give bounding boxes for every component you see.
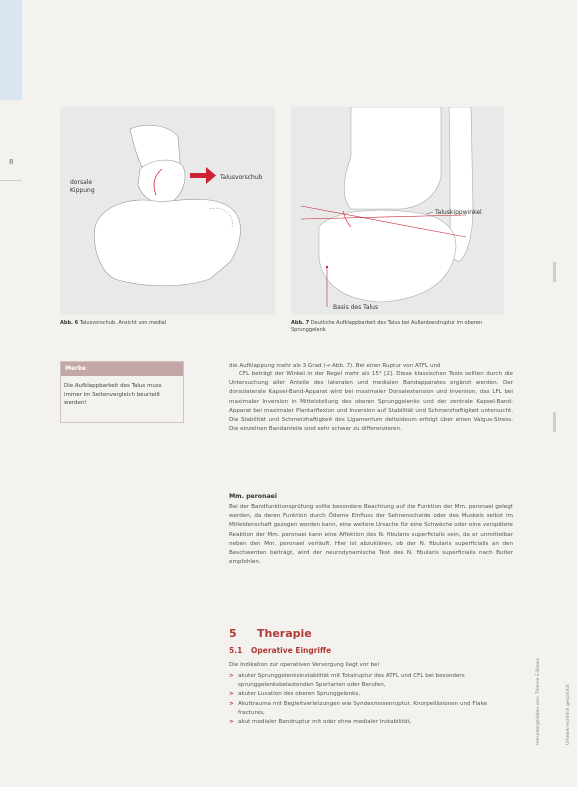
figure2-angle-label: Taluskippwinkel [435, 209, 482, 216]
subsection-title: Operative Eingriffe [251, 646, 332, 655]
list-item: > akut medialer Bandruptur mit oder ohne medialer Instabilität, [229, 718, 513, 727]
pointer-dot-bottom [326, 266, 328, 268]
section-title: Therapie [257, 627, 312, 640]
figure1-label-right: Talusvorschub [220, 174, 263, 181]
section-number: 5 [229, 627, 237, 640]
indication-intro: Die Indikation zur operativen Versorgung liegt vor bei [229, 662, 380, 668]
bullet-chevron-icon: > [229, 673, 234, 679]
list-item: > akuter Luxation des oberen Sprunggelenks, [229, 690, 513, 699]
vertical-note-2: Urheberrechtlich geschützt [566, 684, 571, 745]
margin-tick [0, 180, 22, 181]
figure2-caption-text: Deutliche Aufklappbarkeit des Talus bei Außenbandruptur im oberen Sprunggelenk [291, 320, 483, 333]
edge-mark [553, 262, 556, 282]
merke-text: Die Aufklappbarkeit des Talus muss immer im Seitenvergleich beurteilt werden! [64, 383, 162, 407]
bullet-chevron-icon: > [229, 719, 234, 726]
figure1-label-left-2: Kippung [70, 187, 95, 194]
chapter-tab [0, 0, 22, 100]
talus-shape [319, 210, 456, 302]
body-paragraph-3: Bei der Bandfunktionsprüfung sollte besondere Beachtung auf die Funktion der Mm. peronaei gelegt werden, da deren Funktion durch Ödeme Einfluss der Sehnenscheide oder des Muskels selbst im Mitleidenschaft gezogen worden kann, eine weitere Ursache für eine Schwäche oder eine verspätete Reaktion der Mm. peronaei kann eine Affektion des N. fibularis superficialis sein, da er unmittelbar neben den Mm. peronaei verläuft. Hier ist abzuklären, ob der N. fibularis superficialis an den Beschwerden beiträgt, wird der neurodynamische Test des N. fibularis superficialis nach Butler empfohlen. [229, 504, 513, 566]
calcaneus-shape [94, 199, 240, 285]
pointer-line-angle [426, 212, 433, 214]
figure1-caption [60, 320, 275, 327]
subsection-number: 5.1 [229, 646, 243, 655]
vertical-note-1: Heruntergeladen von: Thieme E-Books [536, 658, 541, 745]
subsection-heading [229, 646, 331, 655]
body-paragraph-1: die Aufklappung mehr als 3 Grad (→ Abb. 7). Bei einer Ruptur von ATFL und [229, 363, 441, 369]
merke-box [60, 361, 184, 423]
edge-mark [553, 412, 556, 432]
page-number: 8 [9, 158, 14, 166]
section-heading [229, 627, 312, 640]
figure1-caption-number: Abb. 6 [60, 320, 79, 326]
bullet-chevron-icon: > [229, 691, 234, 698]
list-item: > Akuttrauma mit Begleitverletzungen wie Syndesmosenruptur, Knorpelläsionen und Flake fractures, [229, 700, 488, 716]
figure2-caption [291, 320, 506, 333]
arrow-shaft [190, 173, 206, 178]
arrow-head-icon [206, 167, 216, 184]
subheading-peronaei: Mm. peronaei [229, 493, 277, 500]
tibia-shape [344, 107, 441, 209]
ankle-illustration-xray [291, 107, 504, 315]
body-paragraph-2: CFL beträgt der Winkel in der Regel mehr als 15° [2]. Diese klassischen Tests sollten durch die Untersuchung aller Anteile des lateralen und medialen Bandapparates ergänzt werden. Der dorsolaterale Kapsel-Band-Apparat wird bei maximaler Dorsalextension und Inversion, das LFL bei maximaler Inversion in Mittelstellung des oberen Sprunggelenks und der zentrale Kapsel-Band-Apparat bei maximaler Plantarflexion und Inversion auf Stabilität und Schmerzhaftigkeit untersucht. Die Stabilität und Schmerzhaftigkeit des Ligamentum deltoideum erfolgt über einen Valgus-Stress. Die einzelnen Bandanteile sind sehr schwer zu differenzieren. [229, 371, 513, 433]
list-item: > akuter Sprunggelenksinstabilität mit Totalruptur des ATFL und CFL bei besonders sprunggelenksbelastenden Sportarten oder Berufen, [229, 673, 465, 689]
figure-talusvorschub [60, 107, 275, 315]
ankle-illustration-medial [60, 107, 275, 315]
talus-shape [138, 160, 185, 203]
figure1-label-left-1: dorsale [70, 179, 93, 186]
merke-title: Merke [61, 362, 183, 376]
figure1-caption-text: Talusvorschub. Ansicht von medial [79, 320, 167, 326]
indication-list [229, 672, 513, 727]
bullet-chevron-icon: > [229, 700, 234, 707]
figure2-caption-number: Abb. 7 [291, 320, 310, 326]
figure-aufklappbarkeit [291, 107, 504, 315]
figure2-bottom-label: Basis des Talus [333, 304, 379, 311]
